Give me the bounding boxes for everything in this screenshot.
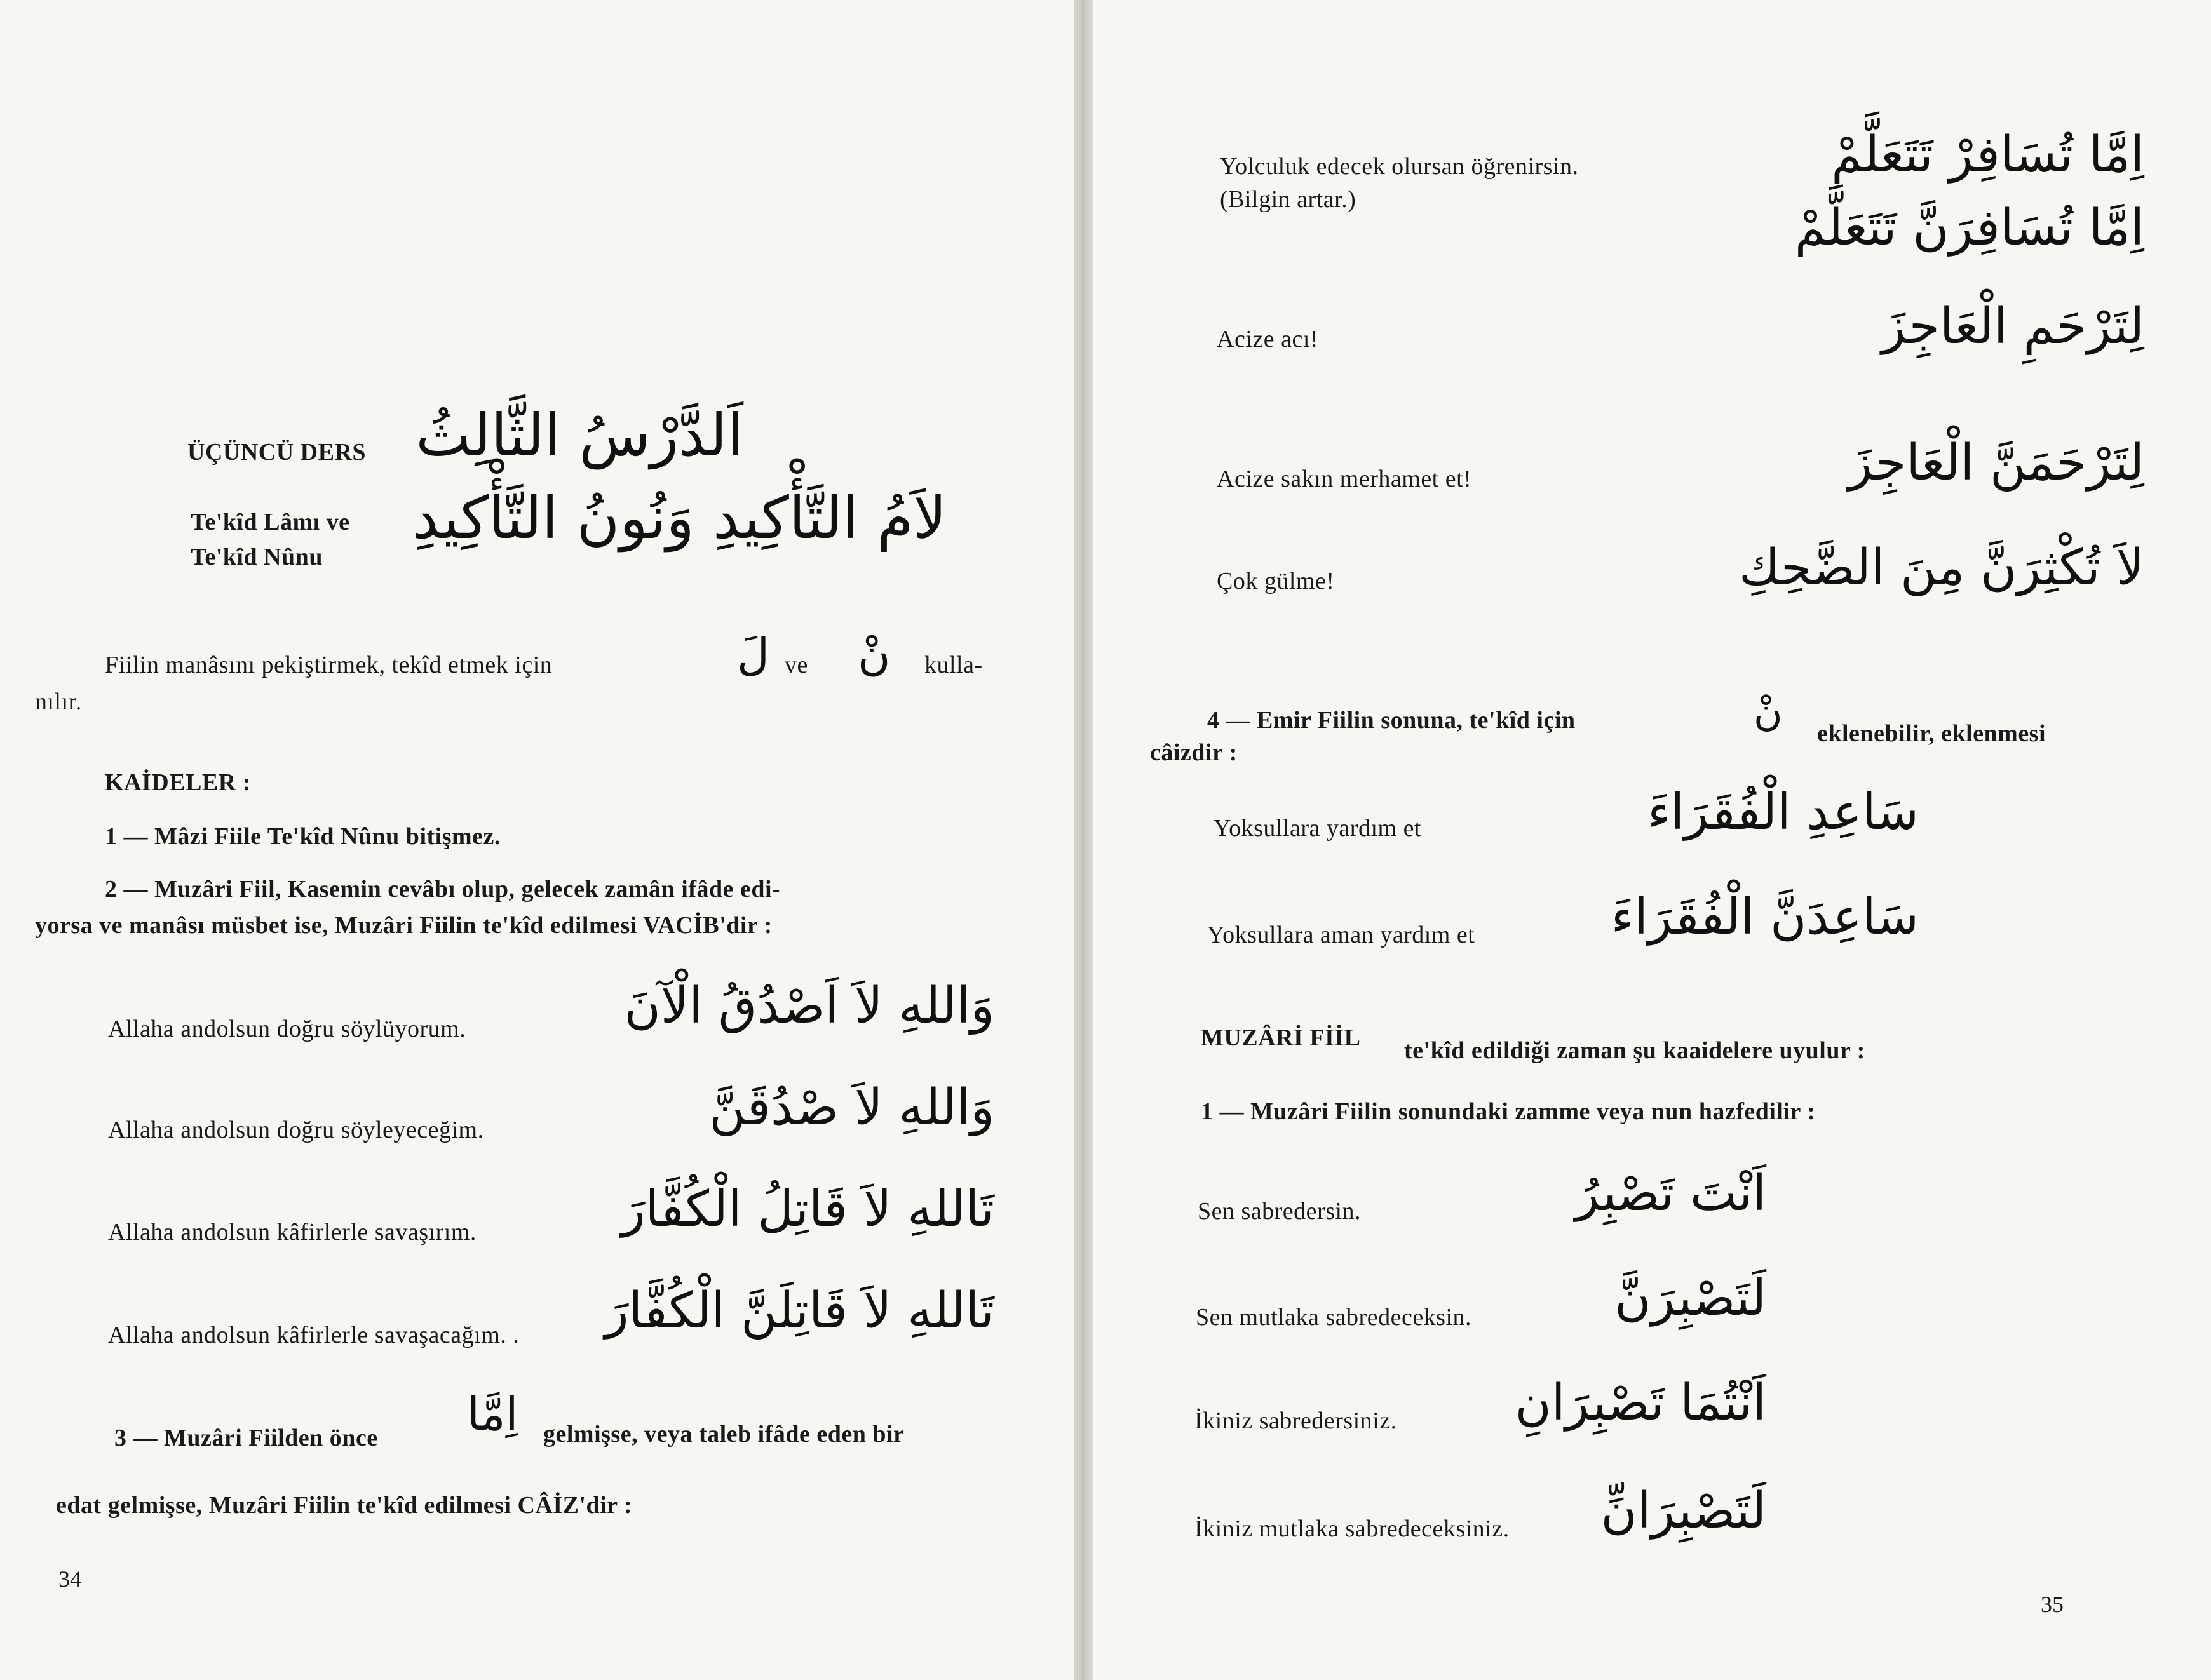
example-ar: سَاعِدَنَّ الْفُقَرَاءَ	[1611, 889, 1919, 946]
right-page	[1093, 0, 2211, 1680]
example-ar: لِتَرْحَمَنَّ الْعَاجِزَ	[1848, 434, 2144, 492]
example-ar: اَنْتَ تَصْبِرُ	[1575, 1165, 1766, 1222]
example-tr: Acize acı!	[1217, 326, 1319, 353]
rule-3-arabic: اِمَّا	[467, 1387, 518, 1441]
example-ar: اَنْتُمَا تَصْبِرَانِ	[1515, 1374, 1766, 1432]
intro-ve: ve	[785, 652, 808, 678]
example-ar: تَاللهِ لاَ قَاتِلُ الْكُفَّارَ	[621, 1181, 994, 1238]
example-ar: لاَ تُكْثِرَنَّ مِنَ الضَّحِكِ	[1739, 539, 2144, 596]
rule-1: 1 — Mâzi Fiile Te'kîd Nûnu bitişmez.	[105, 823, 501, 850]
book-gutter	[1074, 0, 1093, 1680]
example-tr: Yoksullara yardım et	[1214, 815, 1421, 842]
example-ar: وَاللهِ لاَ صْدُقَنَّ	[709, 1079, 994, 1136]
example-tr: Çok gülme!	[1217, 568, 1335, 595]
intro-text-end: kulla-	[924, 652, 983, 678]
example-ar: سَاعِدِ الْفُقَرَاءَ	[1647, 784, 1919, 841]
muzari-heading-rest: te'kîd edildiği zaman şu kaaidelere uyulur :	[1404, 1037, 1865, 1064]
muzari-heading: MUZÂRİ FİİL	[1201, 1025, 1361, 1051]
example-tr: İkiniz mutlaka sabredeceksiniz.	[1194, 1515, 1510, 1542]
rule-3-line2: edat gelmişse, Muzâri Fiilin te'kîd edilmesi CÂİZ'dir :	[56, 1492, 633, 1519]
rule-3-text: 3 — Muzâri Fiilden önce	[114, 1425, 378, 1451]
example-ar: لَتَصْبِرَانِّ	[1600, 1482, 1766, 1540]
example-tr: Allaha andolsun doğru söylüyorum.	[108, 1016, 466, 1042]
rule-2-line1: 2 — Muzâri Fiil, Kasemin cevâbı olup, gelecek zamân ifâde edi-	[105, 876, 781, 903]
rule-4-line2: câizdir :	[1150, 739, 1238, 766]
example-ar-line2: اِمَّا تُسَافِرَنَّ تَتَعَلَّمْ	[1794, 199, 2144, 257]
page-number: 34	[58, 1566, 81, 1592]
example-tr-line2: (Bilgin artar.)	[1220, 186, 1356, 213]
example-tr: Allaha andolsun kâfirlerle savaşırım.	[108, 1219, 477, 1246]
example-ar: اِمَّا تُسَافِرْ تَتَعَلَّمْ	[1831, 126, 2144, 184]
rule-2-line2: yorsa ve manâsı müsbet ise, Muzâri Fiilin te'kîd edilmesi VACİB'dir :	[35, 912, 773, 939]
example-tr: Acize sakın merhamet et!	[1217, 466, 1472, 492]
example-tr: Sen sabredersin.	[1198, 1198, 1362, 1225]
example-tr: Allaha andolsun doğru söyleyeceğim.	[108, 1117, 484, 1143]
subtitle-line2: Te'kîd Nûnu	[191, 544, 323, 570]
example-tr: Yolculuk edecek olursan öğrenirsin.	[1220, 153, 1579, 180]
example-ar: وَاللهِ لاَ اَصْدُقُ الْآنَ	[624, 978, 994, 1035]
lesson-title: ÜÇÜNCÜ DERS	[187, 439, 367, 466]
left-page	[0, 0, 1074, 1680]
rule-4-nun-arabic: نْ	[1754, 689, 1783, 735]
intro-text: Fiilin manâsını pekiştirmek, tekîd etmek için	[105, 652, 553, 678]
lesson-title-arabic: اَلدَّرْسُ الثَّالِثُ	[416, 401, 743, 469]
rules-heading: KAİDELER :	[105, 769, 251, 796]
page-number: 35	[2041, 1592, 2064, 1617]
rule-3-text-end: gelmişse, veya taleb ifâde eden bir	[543, 1421, 905, 1448]
example-tr: Sen mutlaka sabredeceksin.	[1196, 1304, 1472, 1331]
example-tr: Allaha andolsun kâfirlerle savaşacağım. .	[108, 1322, 520, 1348]
intro-nun-arabic: نْ	[858, 628, 891, 680]
rule-4-text-end: eklenebilir, eklenmesi	[1817, 720, 2046, 747]
rule-4-text: 4 — Emir Fiilin sonuna, te'kîd için	[1207, 707, 1576, 734]
example-tr: Yoksullara aman yardım et	[1207, 922, 1475, 948]
subtitle-arabic: لاَمُ التَّأْكِيدِ وَنُونُ التَّأْكِيدِ	[412, 484, 947, 552]
rule-m1: 1 — Muzâri Fiilin sonundaki zamme veya nun hazfedilir :	[1201, 1098, 1816, 1125]
subtitle-line1: Te'kîd Lâmı ve	[191, 509, 350, 535]
intro-lam-arabic: لَ	[737, 628, 769, 680]
example-ar: تَاللهِ لاَ قَاتِلَنَّ الْكُفَّارَ	[604, 1282, 994, 1340]
example-ar: لَتَصْبِرَنَّ	[1614, 1270, 1766, 1327]
example-tr: İkiniz sabredersiniz.	[1194, 1408, 1397, 1434]
intro-text-line2: nılır.	[35, 689, 82, 715]
example-ar: لِتَرْحَمِ الْعَاجِزَ	[1881, 298, 2144, 355]
